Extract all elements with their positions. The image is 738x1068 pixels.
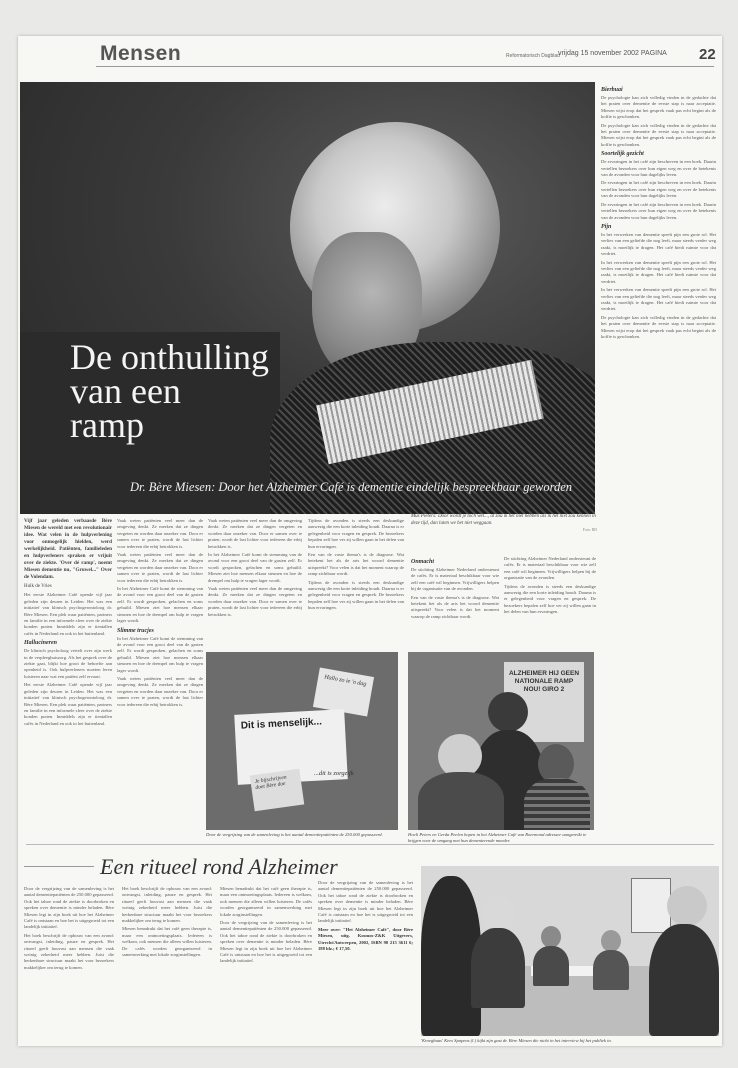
paragraph: Vaak weten patiënten veel meer dan de omgeving denkt. Ze merken dat ze dingen vergeten en worden daar onzeker van. Door er samen over te praten, wordt de last lichter voor iedereen die erbij betrokken is. bbox=[117, 675, 203, 707]
sidebar-rule bbox=[24, 866, 94, 867]
person-body-a bbox=[471, 928, 525, 1008]
paragraph: Tijdens de avonden is steeds een deskundige aanwezig die een korte inleiding houdt. Daarna is er gelegenheid voor vragen en gesprek. De bezoekers bepalen zelf hoe ver zij willen gaan in het delen van hun ervaringen. bbox=[308, 518, 404, 549]
sidebar-title: Een ritueel rond Alzheimer bbox=[100, 854, 338, 879]
paragraph: Door de vergrijzing van de samenleving is het aantal dementiepatiënten de 250.000 gepasseerd. Ook het taboe rond de ziekte is doorbroken en spreken over dementie is minder beladen. Bère Miesen legt in zijn boek uit hoe het Alzheimer Café is ontstaan en hoe het is uitgegroeid tot een landelijk initiatief. bbox=[24, 886, 114, 930]
sign-text: Dit is menselijk... bbox=[240, 716, 323, 732]
person-body-c bbox=[593, 950, 629, 990]
paragraph: De ervaringen in het café zijn beschreven in een boek. Daarin vertellen bezoekers over hun eigen weg en over de betekenis van de avonden voor hun dagelijks leven. bbox=[601, 180, 716, 199]
sidebar-column-2 bbox=[122, 886, 212, 1042]
article-column-5 bbox=[601, 84, 716, 844]
paragraph: De psychologie kan zich volledig vinden in de gedachte dat het praten over dementie de eerste stap is naar acceptatie. Miesen wijst erop dat het gesprek vaak pas echt begint als de koffie is geschonken. bbox=[601, 314, 716, 339]
paragraph: De stichting Alzheimer Nederland ondersteunt de cafés. Er is materiaal beschikbaar voor wie zelf een café wil beginnen. Vrijwilligers helpen bij de organisatie van de avonden. bbox=[411, 567, 499, 592]
photo-family bbox=[408, 652, 594, 830]
person-body-3 bbox=[524, 778, 590, 830]
subhead-bierbuai: Bierbuai bbox=[601, 87, 623, 93]
paragraph: De ervaringen in het café zijn beschreven in een boek. Daarin vertellen bezoekers over hun eigen weg en over de betekenis van de avonden voor hun dagelijks leven. bbox=[601, 159, 716, 178]
page-number: 22 bbox=[699, 46, 716, 63]
photo1-caption: Door de vergrijzing van de samenleving is het aantal dementiepatiënten de 250.000 gepasseerd. bbox=[206, 832, 383, 837]
subhead-onmacht: Onmacht bbox=[411, 559, 435, 565]
photo-credit: Foto: RD bbox=[582, 528, 597, 533]
photo-cafe bbox=[421, 866, 719, 1036]
photo-board bbox=[631, 878, 671, 933]
page-header bbox=[18, 36, 722, 80]
headline-line-2: van een bbox=[70, 371, 181, 411]
paragraph: In het Alzheimer Café komt de stemming van de avond voor een groot deel van de gasten zelf. Er wordt gesproken, gelachen en soms gehuild. Miesen ziet hoe mensen elkaar steunen en hoe de drempel om hulp te vragen lager wordt. bbox=[208, 552, 302, 583]
paragraph: Door de vergrijzing van de samenleving is het aantal dementiepatiënten de 250.000 gepasseerd. Ook het taboe rond de ziekte is doorbroken en spreken over dementie is minder beladen. Bère Miesen legt in zijn boek uit hoe het Alzheimer Café is ontstaan en hoe het is uitgegroeid tot een landelijk initiatief. bbox=[318, 880, 413, 924]
headline bbox=[70, 337, 269, 445]
photo-note-2 bbox=[250, 769, 305, 812]
person-head-a bbox=[481, 896, 515, 930]
paragraph: De psychologie kan zich volledig vinden in de gedachte dat het praten over dementie de eerste stap is naar acceptatie. Miesen wijst erop dat het gesprek vaak pas echt begint als de koffie is geschonken. bbox=[601, 95, 716, 120]
article-column-3 bbox=[308, 518, 404, 648]
paragraph: Miesen benadrukt dat het café geen therapie is, maar een ontmoetingsplaats. Iedereen is welkom, ook mensen die alleen willen luisteren. De cafés worden georganiseerd in samenwerking met lokale zorginstellingen. bbox=[122, 926, 212, 958]
paragraph: De klinisch psycholoog vertelt over zijn werk in de verpleeghuiszorg. Als het gesprek over de ziekte gaat, blijkt hoe groot de behoefte aan openheid is. Ook hulpverleners moeten leren luisteren naar wat een patiënt zelf ervaart. bbox=[24, 648, 112, 679]
hero-caption: Dr. Bère Miesen: Door het Alzheimer Café is dementie eindelijk bespreekbaar geworden bbox=[130, 480, 573, 494]
sign-subtext: ...dit is zorgzijk bbox=[314, 770, 354, 777]
paragraph: Het eerste Alzheimer Café opende vijf jaar geleden zijn deuren in Leiden. Het was een initiatief van klinisch psychogerontoloog dr. Bère Miesen. Een plek waar patiënten, partners en familie in een informele sfeer over de ziekte konden praten. Inmiddels zijn er tientallen cafés in Nederland en ook in het buitenland. bbox=[24, 592, 112, 636]
paragraph: Vaak weten patiënten veel meer dan de omgeving denkt. Ze merken dat ze dingen vergeten en worden daar onzeker van. Door er samen over te praten, wordt de last lichter voor iedereen die erbij betrokken is. bbox=[208, 586, 302, 617]
person-body-d bbox=[649, 924, 719, 1036]
person-head-1 bbox=[488, 692, 528, 732]
photo3-caption: 'Kroegbaas' Kees Spapens (l.) kijkt zijn gast dr. Bère Miesen die nicht in het interview bij het publiek in. bbox=[421, 1038, 612, 1043]
note-text: Hallo zo ie 'n dag bbox=[323, 674, 367, 688]
paragraph: In het Alzheimer Café komt de stemming van de avond voor een groot deel van de gasten zelf. Er wordt gesproken, gelachen en soms gehuild. Miesen ziet hoe mensen elkaar steunen en hoe de drempel om hulp te vragen lager wordt. bbox=[117, 586, 203, 624]
headline-line-1: De onthulling bbox=[70, 337, 269, 377]
person-body-2 bbox=[418, 772, 504, 830]
paragraph: De ervaringen in het café zijn beschreven in een boek. Daarin vertellen bezoekers over hun eigen weg en over de betekenis van de avonden voor hun dagelijks leven. bbox=[601, 201, 716, 220]
pull-quote bbox=[411, 514, 597, 534]
paragraph: Vaak weten patiënten veel meer dan de omgeving denkt. Ze merken dat ze dingen vergeten en worden daar onzeker van. Door er samen over te praten, wordt de last lichter voor iedereen die erbij betrokken is. bbox=[117, 552, 203, 583]
header-rule bbox=[96, 66, 714, 67]
paragraph: In het verwerken van dementie speelt pijn een grote rol. Het verlies van een geliefde die nog leeft, maar steeds verder weg raakt, is moeilijk te dragen. Het café biedt ruimte voor dat verdriet. bbox=[601, 287, 716, 312]
issue-date: vrijdag 15 november 2002 PAGINA bbox=[558, 50, 667, 57]
paragraph: Een van de vaste thema's is de diagnose. Wat betekent het als de arts het woord dementie uitspreekt? Voor velen is dat het moment waarop de ramp zichtbaar wordt. bbox=[411, 594, 499, 619]
paragraph: Miesen benadrukt dat het café geen therapie is, maar een ontmoetingsplaats. Iedereen is welkom, ook mensen die alleen willen luisteren. De cafés worden georganiseerd in samenwerking met lokale zorginstellingen. bbox=[220, 886, 312, 917]
paragraph: Het boek beschrijft de opbouw van een avond: ontvangst, inleiding, pauze en gesprek. Het ritueel geeft houvast aan mensen die vaak weinig zekerheid meer hebben. Juist die herkenbare structuur maakt het voor bezoekers makkelijker om terug te komen. bbox=[122, 886, 212, 924]
paragraph: Door de vergrijzing van de samenleving is het aantal dementiepatiënten de 250.000 gepasseerd. Ook het taboe rond de ziekte is doorbroken en spreken over dementie is minder beladen. Bère Miesen legt in zijn boek uit hoe het Alzheimer Café is ontstaan en hoe het is uitgegroeid tot een landelijk initiatief. bbox=[220, 920, 312, 964]
article-lead: Vijf jaar geleden verbaasde Bère Miesen de wereld met een revolutionair idee. Wat velen in de hulpverlening voor onmogelijk hielden, werd werkelijkheid. Patiënten, familieleden en hulpverleners spraken er vrijuit over de ziekte. 'Over dé ramp', noemt Miesen dementie nu, "Gruwel..." Over de Volendam. bbox=[24, 518, 112, 580]
newspaper-page bbox=[18, 36, 722, 1046]
person-body-b bbox=[533, 946, 569, 986]
hero-photo bbox=[20, 82, 595, 514]
banner-text: ALZHEIMER HIJ GEEN NATIONALE RAMP NOU! GIRO 2 bbox=[508, 670, 580, 693]
article-column-4 bbox=[411, 556, 499, 650]
article-column-4b bbox=[504, 556, 596, 650]
article-column-2 bbox=[117, 518, 203, 840]
headline-line-3: ramp bbox=[70, 405, 144, 445]
paragraph: Het boek beschrijft de opbouw van een avond: ontvangst, inleiding, pauze en gesprek. Het ritueel geeft houvast aan mensen die vaak weinig zekerheid meer hebben. Juist die herkenbare structuur maakt het voor bezoekers makkelijker om terug te komen. bbox=[24, 932, 114, 970]
paragraph: Vaak weten patiënten veel meer dan de omgeving denkt. Ze merken dat ze dingen vergeten en worden daar onzeker van. Door er samen over te praten, wordt de last lichter voor iedereen die erbij betrokken is. bbox=[208, 518, 302, 549]
article-column-1 bbox=[24, 518, 112, 840]
subhead-trucjes: Slimme trucjes bbox=[117, 627, 154, 634]
article-column-3a bbox=[208, 518, 302, 648]
paragraph: De psychologie kan zich volledig vinden in de gedachte dat het praten over dementie de eerste stap is naar acceptatie. Miesen wijst erop dat het gesprek vaak pas echt begint als de koffie is geschonken. bbox=[601, 122, 716, 147]
sidebar-column-1 bbox=[24, 886, 114, 1042]
book-info: Meer over: "Het Alzheimer Café", door Bère Miesen, uitg. Kosmos-Z&K Uitgevers, Utrecht/Antwerpen, 2002, ISBN 90 215 3611 6; 188 blz.; € 17,50. bbox=[318, 926, 413, 952]
subhead-pijn: Pijn bbox=[601, 223, 612, 230]
paragraph: Tijdens de avonden is steeds een deskundige aanwezig die een korte inleiding houdt. Daarna is er gelegenheid voor vragen en gesprek. De bezoekers bepalen zelf hoe ver zij willen gaan in het delen van hun ervaringen. bbox=[308, 579, 404, 611]
sidebar-column-3 bbox=[220, 886, 312, 1042]
paragraph: De stichting Alzheimer Nederland ondersteunt de cafés. Er is materiaal beschikbaar voor wie zelf een café wil beginnen. Vrijwilligers helpen bij de organisatie van de avonden. bbox=[504, 556, 596, 581]
subhead-hallucineren: Hallucineren bbox=[24, 640, 58, 647]
person-head-c bbox=[601, 930, 621, 952]
person-head-d bbox=[667, 886, 707, 926]
paper-name: Reformatorisch Dagblad bbox=[506, 53, 560, 59]
paragraph: Tijdens de avonden is steeds een deskundige aanwezig die een korte inleiding houdt. Daarna is er gelegenheid voor vragen en gesprek. De bezoekers bepalen zelf hoe ver zij willen gaan in het delen van hun ervaringen. bbox=[504, 583, 596, 615]
person-head-b bbox=[541, 926, 561, 948]
paragraph: Het eerste Alzheimer Café opende vijf jaar geleden zijn deuren in Leiden. Het was een initiatief van klinisch psychogerontoloog dr. Bère Miesen. Een plek waar patiënten, partners en familie in een informele sfeer over de ziekte konden praten. Inmiddels zijn er tientallen cafés in Nederland en ook in het buitenland. bbox=[24, 682, 112, 726]
quote-text: Mus Pieters: Door wordt je toch wel..., al zou ik het niet hebben als ik het niet zou kennen in deze tijd, dan laten we het niet weggaan. bbox=[411, 514, 596, 526]
note2-text: Je bijschrijven doet Bère doe bbox=[254, 774, 288, 791]
section-title: Mensen bbox=[100, 42, 182, 65]
paragraph: Een van de vaste thema's is de diagnose. Wat betekent het als de arts het woord dementie uitspreekt? Voor velen is dat het moment waarop de ramp zichtbaar wordt. bbox=[308, 552, 404, 577]
paragraph: Vaak weten patiënten veel meer dan de omgeving denkt. Ze merken dat ze dingen vergeten en worden daar onzeker van. Door er samen over te praten, wordt de last lichter voor iedereen die erbij betrokken is. bbox=[117, 518, 203, 549]
sidebar-column-4 bbox=[318, 880, 413, 1040]
section-divider bbox=[26, 844, 714, 845]
subhead-gezicht: Soortelijk gezicht bbox=[601, 151, 644, 158]
paragraph: In het verwerken van dementie speelt pijn een grote rol. Het verlies van een geliefde die nog leeft, maar steeds verder weg raakt, is moeilijk te dragen. Het café biedt ruimte voor dat verdriet. bbox=[601, 259, 716, 284]
paragraph: In het Alzheimer Café komt de stemming van de avond voor een groot deel van de gasten zelf. Er wordt gesproken, gelachen en soms gehuild. Miesen ziet hoe mensen elkaar steunen en hoe de drempel om hulp te vragen lager wordt. bbox=[117, 635, 203, 673]
paragraph: In het verwerken van dementie speelt pijn een grote rol. Het verlies van een geliefde die nog leeft, maar steeds verder weg raakt, is moeilijk te dragen. Het café biedt ruimte voor dat verdriet. bbox=[601, 231, 716, 257]
photo-sign bbox=[206, 652, 398, 830]
byline: Hulk de Vries bbox=[24, 584, 52, 589]
photo2-caption: Hoeli Peters en Gerda Peelen hopen in het Alzheimer Café van Roermond adresser aangereikt te krijgen voor de omgang met hun dementerende moeder. bbox=[408, 832, 587, 843]
